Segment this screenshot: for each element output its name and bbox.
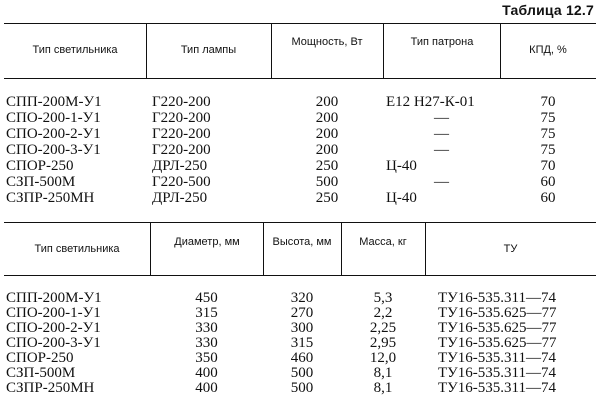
cell-mass: 12,0 bbox=[369, 350, 397, 366]
cell-diameter: 330 bbox=[195, 320, 218, 336]
cell-height: 270 bbox=[290, 305, 314, 321]
cell-fixture-type: СПОР-250 bbox=[6, 350, 74, 366]
cell-fixture-type: СПО-200-2-У1 bbox=[6, 320, 101, 336]
cell-tu: ТУ16-535.311—74 bbox=[438, 350, 556, 366]
cell-fixture-type: СПО-200-3-У1 bbox=[6, 142, 101, 158]
cell-tu: ТУ16-535.311—74 bbox=[438, 365, 556, 381]
cell-height: 315 bbox=[290, 335, 314, 351]
cell-height: 320 bbox=[290, 290, 314, 306]
cell-fixture-type: СЗПР-250МН bbox=[6, 380, 95, 396]
cell-power: 200 bbox=[315, 94, 339, 110]
cell-lamp-type: Г220-200 bbox=[152, 142, 211, 158]
cell-power: 200 bbox=[315, 126, 339, 142]
cell-mass: 8,1 bbox=[373, 380, 393, 396]
table-2-col-divider bbox=[263, 222, 264, 275]
cell-efficiency: 75 bbox=[540, 110, 556, 126]
cell-socket-type: — bbox=[434, 174, 449, 190]
cell-tu: ТУ16-535.625—77 bbox=[438, 305, 557, 321]
cell-fixture-type: СЗП-500М bbox=[6, 174, 76, 190]
column-header-efficiency: КПД, % bbox=[529, 44, 567, 56]
cell-mass: 8,1 bbox=[373, 365, 393, 381]
cell-tu: ТУ16-535.625—77 bbox=[438, 335, 557, 351]
column-header-height: Высота, мм bbox=[272, 236, 332, 248]
cell-power: 200 bbox=[315, 142, 339, 158]
cell-diameter: 400 bbox=[195, 380, 218, 396]
cell-power: 250 bbox=[315, 158, 339, 174]
cell-diameter: 450 bbox=[195, 290, 218, 306]
table-2-col-divider bbox=[341, 222, 342, 275]
column-header-tu: ТУ bbox=[503, 243, 518, 255]
column-header-diameter: Диаметр, мм bbox=[174, 236, 240, 248]
cell-fixture-type: СПО-200-1-У1 bbox=[6, 305, 101, 321]
cell-fixture-type: СПП-200М-У1 bbox=[6, 290, 102, 306]
column-header-fixture-type: Тип светильника bbox=[32, 44, 118, 56]
cell-power: 500 bbox=[315, 174, 339, 190]
table-2-top-rule bbox=[4, 222, 596, 223]
cell-socket-type: — bbox=[434, 142, 449, 158]
cell-socket-type: Е12 Н27-К-01 bbox=[386, 94, 475, 110]
cell-lamp-type: Г220-200 bbox=[152, 110, 211, 126]
table-1-header-rule bbox=[4, 78, 596, 79]
cell-socket-type: Ц-40 bbox=[386, 158, 417, 174]
cell-socket-type: Ц-40 bbox=[386, 190, 417, 206]
column-header-power: Мощность, Вт bbox=[291, 36, 363, 48]
cell-efficiency: 70 bbox=[540, 94, 556, 110]
cell-height: 300 bbox=[290, 320, 314, 336]
table-1-col-divider bbox=[383, 23, 384, 78]
cell-tu: ТУ16-535.311—74 bbox=[438, 380, 556, 396]
cell-mass: 2,2 bbox=[373, 305, 393, 321]
cell-fixture-type: СПО-200-2-У1 bbox=[6, 126, 101, 142]
cell-lamp-type: ДРЛ-250 bbox=[152, 158, 208, 174]
cell-diameter: 400 bbox=[195, 365, 218, 381]
cell-efficiency: 70 bbox=[540, 158, 556, 174]
cell-fixture-type: СПОР-250 bbox=[6, 158, 74, 174]
cell-power: 250 bbox=[315, 190, 339, 206]
cell-lamp-type: ДРЛ-250 bbox=[152, 190, 208, 206]
table-caption: Таблица 12.7 bbox=[502, 2, 594, 18]
cell-diameter: 330 bbox=[195, 335, 218, 351]
cell-mass: 5,3 bbox=[373, 290, 393, 306]
cell-mass: 2,25 bbox=[369, 320, 397, 336]
cell-mass: 2,95 bbox=[369, 335, 397, 351]
table-2-col-divider bbox=[150, 222, 151, 275]
cell-efficiency: 60 bbox=[540, 174, 556, 190]
cell-fixture-type: СЗПР-250МН bbox=[6, 190, 95, 206]
cell-height: 500 bbox=[290, 380, 314, 396]
cell-lamp-type: Г220-200 bbox=[152, 94, 211, 110]
cell-fixture-type: СПП-200М-У1 bbox=[6, 94, 102, 110]
cell-power: 200 bbox=[315, 110, 339, 126]
cell-efficiency: 75 bbox=[540, 126, 556, 142]
column-header-lamp-type: Тип лампы bbox=[180, 44, 237, 56]
table-2-header-rule bbox=[4, 275, 596, 276]
cell-fixture-type: СПО-200-3-У1 bbox=[6, 335, 101, 351]
table-1-top-rule bbox=[4, 23, 596, 24]
column-header-mass: Масса, кг bbox=[359, 236, 407, 248]
table-1-col-divider bbox=[271, 23, 272, 78]
column-header-socket-type: Тип патрона bbox=[410, 36, 474, 48]
cell-fixture-type: СПО-200-1-У1 bbox=[6, 110, 101, 126]
cell-lamp-type: Г220-200 bbox=[152, 126, 211, 142]
column-header-fixture-type: Тип светильника bbox=[34, 243, 120, 255]
cell-socket-type: — bbox=[434, 126, 449, 142]
cell-diameter: 315 bbox=[195, 305, 218, 321]
cell-socket-type: — bbox=[434, 110, 449, 126]
cell-efficiency: 60 bbox=[540, 190, 556, 206]
cell-fixture-type: СЗП-500М bbox=[6, 365, 76, 381]
cell-tu: ТУ16-535.625—77 bbox=[438, 320, 557, 336]
cell-height: 460 bbox=[290, 350, 314, 366]
cell-diameter: 350 bbox=[195, 350, 218, 366]
cell-efficiency: 75 bbox=[540, 142, 556, 158]
cell-tu: ТУ16-535.311—74 bbox=[438, 290, 556, 306]
cell-height: 500 bbox=[290, 365, 314, 381]
cell-lamp-type: Г220-500 bbox=[152, 174, 211, 190]
